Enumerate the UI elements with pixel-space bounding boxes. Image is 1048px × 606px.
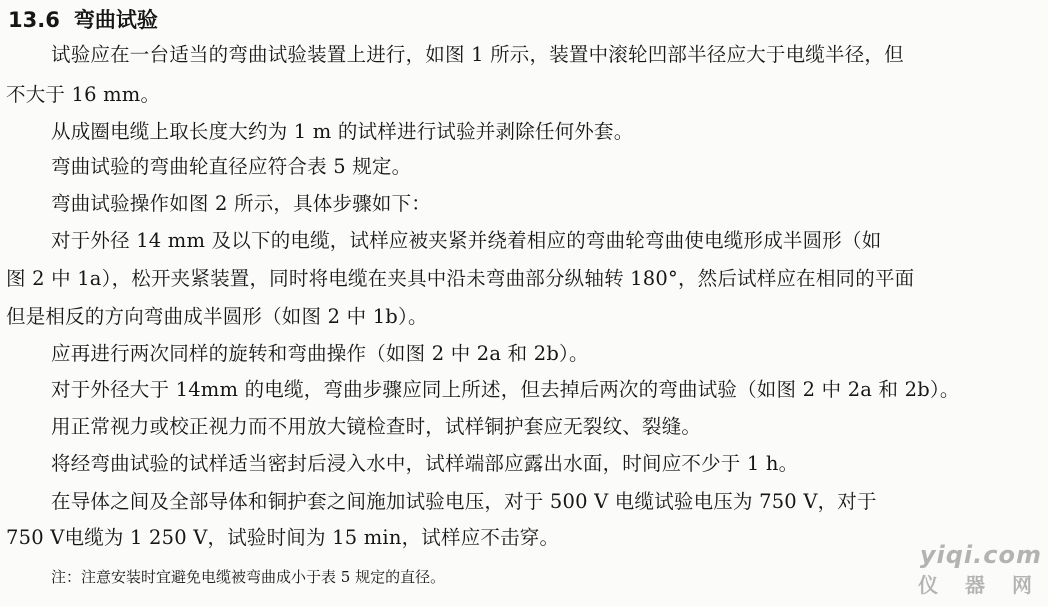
watermark-logo (918, 541, 1042, 598)
body-line: 对于外径大于 14mm 的电缆，弯曲步骤应同上所述，但去掉后两次的弯曲试验（如图 2 中 2a 和 2b）。 (51, 378, 960, 401)
body-line: 不大于 16 mm。 (6, 83, 161, 106)
body-line: 应再进行两次同样的旋转和弯曲操作（如图 2 中 2a 和 2b）。 (51, 342, 589, 365)
body-line: 对于外径 14 mm 及以下的电缆，试样应被夹紧并绕着相应的弯曲轮弯曲使电缆形成半圆形（如 (51, 229, 882, 252)
body-line: 但是相反的方向弯曲成半圆形（如图 2 中 1b）。 (6, 305, 428, 328)
section-number: 13.6 (8, 8, 60, 32)
watermark-site: yiqi.com (919, 541, 1042, 569)
section-heading (8, 6, 158, 34)
footnote: 注：注意安装时宜避免电缆被弯曲成小于表 5 规定的直径。 (51, 568, 446, 586)
body-line: 在导体之间及全部导体和铜护套之间施加试验电压，对于 500 V 电缆试验电压为 750 V，对于 (51, 490, 877, 513)
body-line: 弯曲试验的弯曲轮直径应符合表 5 规定。 (51, 155, 412, 178)
body-line: 将经弯曲试验的试样适当密封后浸入水中，试样端部应露出水面，时间应不少于 1 h。 (51, 452, 799, 475)
body-line: 从成圈电缆上取长度大约为 1 m 的试样进行试验并剥除任何外套。 (51, 120, 634, 143)
body-line: 用正常视力或校正视力而不用放大镜检查时，试样铜护套应无裂纹、裂缝。 (51, 415, 702, 438)
section-title: 弯曲试验 (73, 7, 158, 32)
body-line: 图 2 中 1a），松开夹紧装置，同时将电缆在夹具中沿未弯曲部分纵轴转 180°，然后试样应在相同的平面 (6, 267, 915, 290)
body-line: 750 V电缆为 1 250 V，试验时间为 15 min，试样应不击穿。 (6, 526, 560, 549)
body-line: 试验应在一台适当的弯曲试验装置上进行，如图 1 所示，装置中滚轮凹部半径应大于电缆半径，但 (51, 43, 904, 66)
watermark-name: 仪 器 网 (918, 573, 1042, 597)
body-line: 弯曲试验操作如图 2 所示，具体步骤如下： (51, 192, 432, 215)
